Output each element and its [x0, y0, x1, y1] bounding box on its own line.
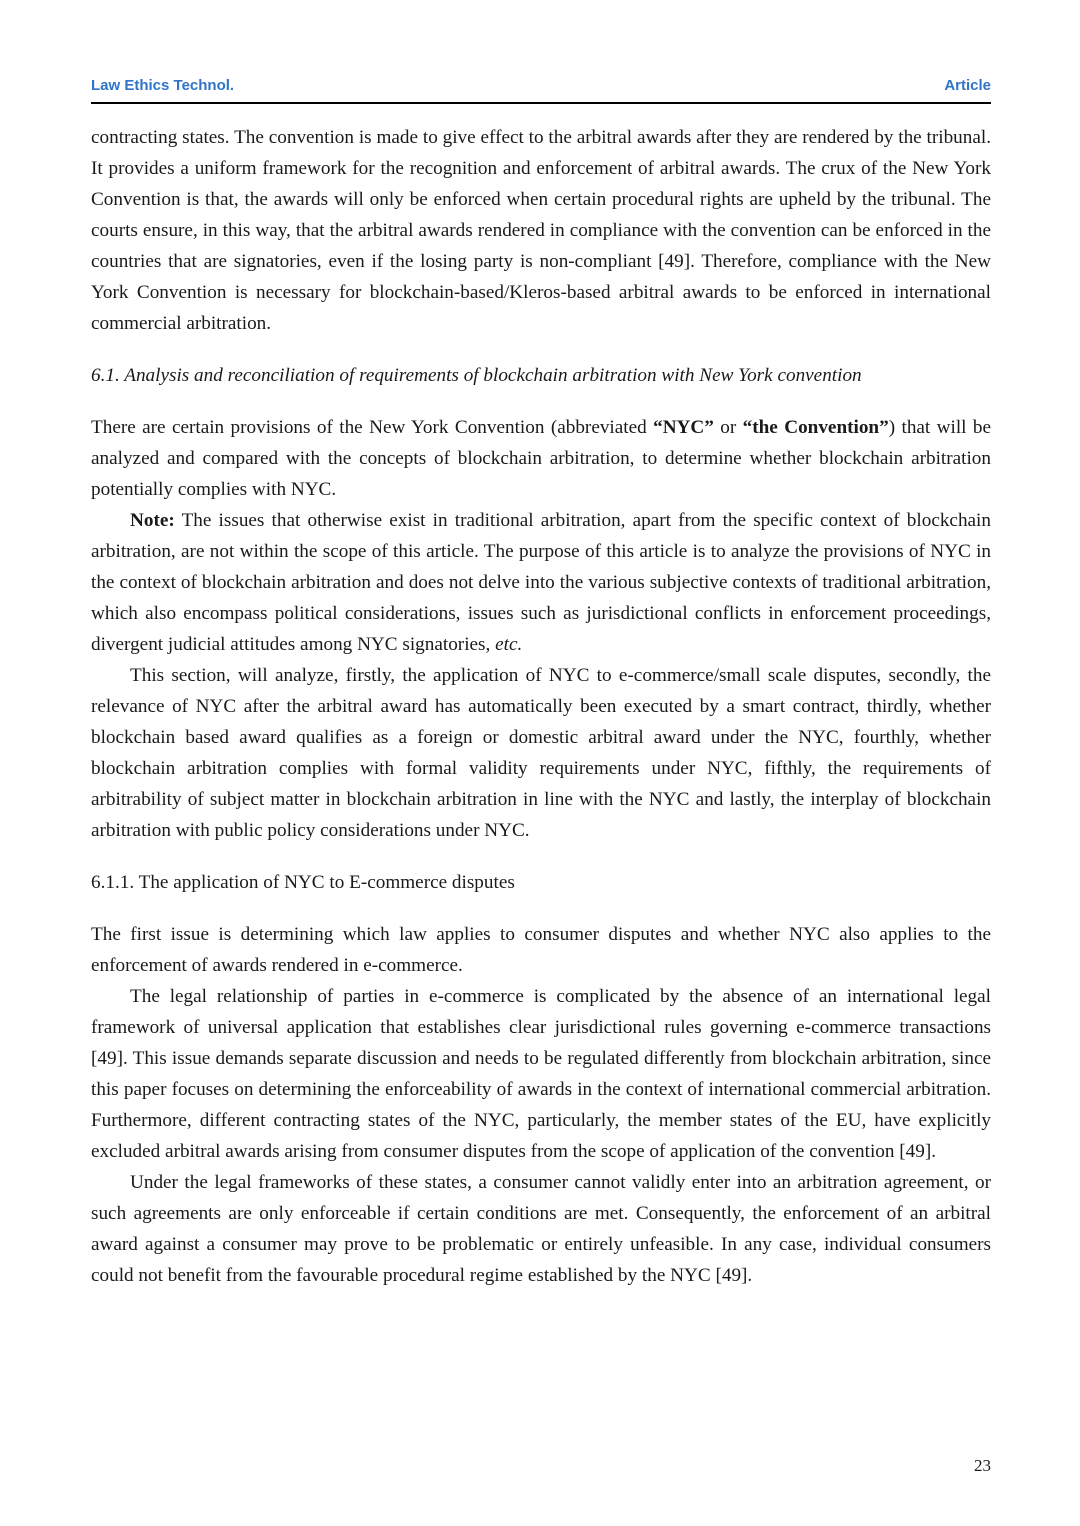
paragraph-text: There are certain provisions of the New York Convention (abbreviated [91, 417, 654, 438]
subsection-heading: 6.1.1. The application of NYC to E-commerce disputes [91, 872, 515, 893]
article-body [91, 122, 991, 1291]
page [91, 0, 991, 1526]
abbreviation-nyc: “NYC” [653, 417, 714, 438]
paragraph-legal-relationship: The legal relationship of parties in e-commerce is complicated by the absence of an international legal framework of universal application that establishes clear jurisdictional rules governing e-commerce transactions [49]. This issue demands separate discussion and needs to be regulated differently from blockchain arbitration, since this paper focuses on determining the enforceability of awards in the context of international commercial arbitration. Furthermore, different contracting states of the NYC, particularly, the member states of the EU, have explicitly excluded arbitral awards arising from consumer disputes from the scope of application of the convention [49]. [91, 986, 991, 1162]
abbreviation-convention: “the Convention” [742, 417, 889, 438]
note-text: The issues that otherwise exist in traditional arbitration, apart from the specific context of blockchain arbitration, are not within the scope of this article. The purpose of this article is to analyze the provisions of NYC in the context of blockchain arbitration and does not delve into the various subjective contexts of traditional arbitration, which also encompass political considerations, issues such as jurisdictional conflicts in enforcement proceedings, divergent judicial attitudes among NYC signatories, [91, 510, 991, 655]
paragraph-text: or [713, 417, 743, 438]
paragraph-section-outline: This section, will analyze, firstly, the application of NYC to e-commerce/small scale disputes, secondly, the relevance of NYC after the arbitral award has automatically been executed by a smart contract, thirdly, whether blockchain based award qualifies as a foreign or domestic arbitral award under the NYC, fourthly, whether blockchain arbitration complies with formal validity requirements under NYC, fifthly, the requirements of arbitrability of subject matter in blockchain arbitration in line with the NYC and lastly, the interplay of blockchain arbitration with public policy considerations under NYC. [91, 665, 991, 841]
paragraph-first-issue: The first issue is determining which law applies to consumer disputes and whether NYC also applies to the enforcement of awards rendered in e-commerce. [91, 924, 991, 976]
paragraph-provisions [91, 412, 991, 505]
journal-title: Law Ethics Technol. [91, 77, 235, 94]
section-heading: 6.1. Analysis and reconciliation of requirements of blockchain arbitration with New York convention [91, 365, 862, 386]
paragraph-consumer-frameworks: Under the legal frameworks of these states, a consumer cannot validly enter into an arbitration agreement, or such agreements are only enforceable if certain conditions are met. Consequently, the enforcement of an arbitral award against a consumer may prove to be problematic or entirely unfeasible. In any case, individual consumers could not benefit from the favourable procedural regime established by the NYC [49]. [91, 1172, 991, 1286]
article-type: Article [944, 77, 991, 94]
paragraph-text: ) that will be analyzed and compared with the concepts of blockchain arbitration, to determine whether blockchain arbitration potentially complies with NYC. [91, 417, 992, 500]
running-header [91, 76, 991, 104]
page-number: 23 [974, 1456, 991, 1475]
note-label: Note: [130, 510, 175, 531]
paragraph-note [91, 505, 991, 660]
note-etc: etc. [495, 634, 523, 655]
paragraph-continued: contracting states. The convention is made to give effect to the arbitral awards after they are rendered by the tribunal. It provides a uniform framework for the recognition and enforcement of arbitral awards. The crux of the New York Convention is that, the awards will only be enforced when certain procedural rights are upheld by the tribunal. The courts ensure, in this way, that the arbitral awards rendered in compliance with the convention can be enforced in the countries that are signatories, even if the losing party is non-compliant [49]. Therefore, compliance with the New York Convention is necessary for blockchain-based/Kleros-based arbitral awards to be enforced in international commercial arbitration. [91, 127, 991, 334]
